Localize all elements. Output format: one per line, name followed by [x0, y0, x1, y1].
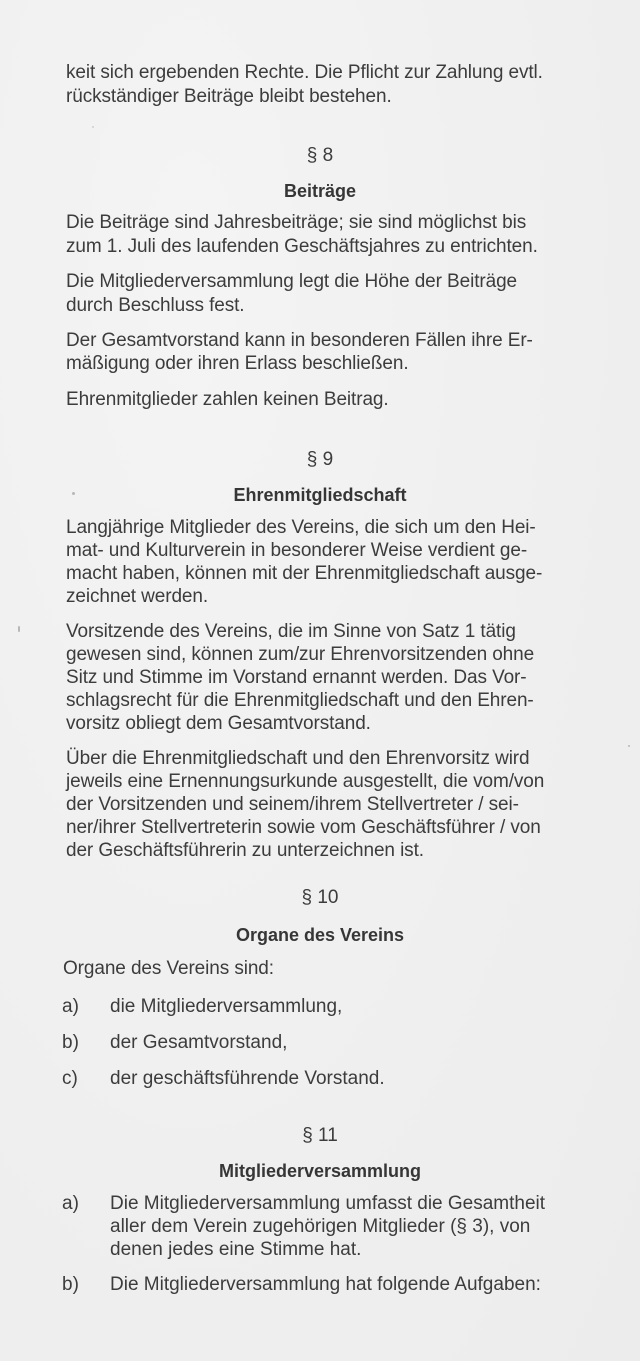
section-title: Mitgliederversammlung: [218, 1161, 422, 1181]
text-line: ner/ihrer Stellvertreterin sowie vom Geschäftsführer / von: [66, 817, 541, 838]
section-title: Ehrenmitgliedschaft: [233, 485, 407, 505]
section-number: § 8: [306, 145, 334, 166]
text-line: macht haben, können mit der Ehrenmitgliedschaft ausge-: [66, 563, 543, 584]
text-line: Sitz und Stimme im Vorstand ernannt werden. Das Vor-: [66, 667, 527, 688]
text-line: Der Gesamtvorstand kann in besonderen Fällen ihre Er-: [66, 330, 533, 351]
list-item-text: der Gesamtvorstand,: [110, 1032, 288, 1053]
text-line: schlagsrecht für die Ehrenmitgliedschaft und den Ehren-: [66, 690, 534, 711]
text-line: Langjährige Mitglieder des Vereins, die sich um den Hei-: [66, 517, 536, 538]
text-line: der Vorsitzenden und seinem/ihrem Stellvertreter / sei-: [66, 794, 519, 815]
text-line: mat- und Kulturverein in besonderer Weise verdient ge-: [66, 540, 528, 561]
list-item-text: Die Mitgliederversammlung umfasst die Gesamtheit: [110, 1193, 546, 1214]
text-line: zum 1. Juli des laufenden Geschäftsjahres zu entrichten.: [66, 236, 538, 257]
section-number: § 9: [306, 449, 334, 470]
text-line: vorsitz obliegt dem Gesamtvorstand.: [66, 713, 371, 734]
text-line: mäßigung oder ihren Erlass beschließen.: [66, 353, 409, 374]
text-line: Ehrenmitglieder zahlen keinen Beitrag.: [66, 389, 389, 410]
list-item-text: die Mitgliederversammlung,: [110, 996, 343, 1017]
text-line: Vorsitzende des Vereins, die im Sinne von Satz 1 tätig: [66, 621, 516, 642]
list-item-text: denen jedes eine Stimme hat.: [110, 1239, 362, 1260]
text-line: der Geschäftsführerin zu unterzeichnen ist.: [66, 840, 424, 861]
text-line: Organe des Vereins sind:: [63, 958, 274, 979]
text-line: keit sich ergebenden Rechte. Die Pflicht zur Zahlung evtl.: [66, 62, 543, 83]
text-line: jeweils eine Ernennungsurkunde ausgestellt, die vom/von: [66, 771, 545, 792]
list-item-text: Die Mitgliederversammlung hat folgende Aufgaben:: [110, 1274, 541, 1295]
list-item-label: c): [62, 1068, 78, 1089]
section-number: § 11: [302, 1125, 338, 1146]
text-line: Über die Ehrenmitgliedschaft und den Ehrenvorsitz wird: [66, 748, 530, 769]
scan-speck: [92, 126, 94, 128]
section-number: § 10: [301, 887, 339, 908]
text-line: zeichnet werden.: [66, 586, 209, 607]
list-item-label: a): [62, 1193, 79, 1214]
text-line: Die Mitgliederversammlung legt die Höhe der Beiträge: [66, 271, 518, 292]
text-line: rückständiger Beiträge bleibt bestehen.: [66, 86, 392, 107]
list-item-label: b): [62, 1032, 79, 1053]
text-line: durch Beschluss fest.: [66, 295, 245, 316]
scan-speck: [18, 626, 20, 632]
text-line: gewesen sind, können zum/zur Ehrenvorsitzenden ohne: [66, 644, 535, 665]
text-line: Die Beiträge sind Jahresbeiträge; sie sind möglichst bis: [66, 212, 527, 233]
list-item-text: aller dem Verein zugehörigen Mitglieder (§ 3), von: [110, 1216, 531, 1237]
list-item-label: a): [62, 996, 79, 1017]
section-title: Beiträge: [283, 181, 357, 201]
scan-speck: [628, 745, 630, 747]
list-item-label: b): [62, 1274, 79, 1295]
section-title: Organe des Vereins: [235, 925, 405, 945]
list-item-text: der geschäftsführende Vorstand.: [110, 1068, 385, 1089]
